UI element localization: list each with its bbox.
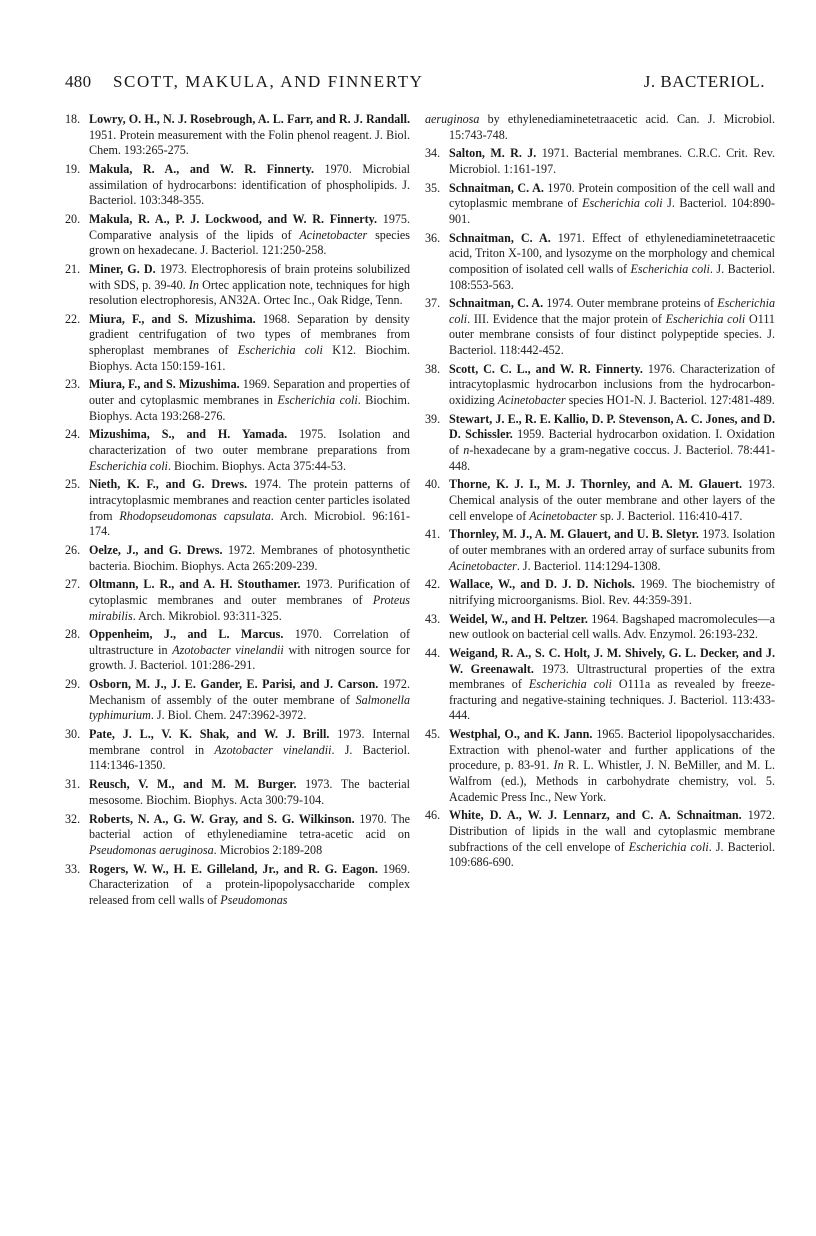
reference-text: . J. Bacteriol. 108:553-563. xyxy=(449,261,775,292)
reference-authors: Schnaitman, C. A. xyxy=(449,230,551,245)
reference-authors: Wallace, W., and D. J. D. Nichols. xyxy=(449,577,635,592)
reference-item xyxy=(65,377,410,424)
reference-column-right xyxy=(425,112,775,874)
reference-continuation xyxy=(425,112,775,143)
reference-number: 29. xyxy=(65,677,81,692)
continuation-text: by ethylenediaminetetraacetic acid. Can. J. Microbiol. 15:743-748. xyxy=(449,112,775,142)
reference-number: 44. xyxy=(425,646,441,661)
reference-authors: Roberts, N. A., G. W. Gray, and S. G. Wilkinson. xyxy=(89,811,355,826)
reference-number: 33. xyxy=(65,861,81,876)
reference-item xyxy=(65,812,410,859)
reference-item xyxy=(425,527,775,574)
reference-authors: Salton, M. R. J. xyxy=(449,146,537,161)
reference-item xyxy=(65,677,410,724)
reference-text: 1970. The bacterial action of ethylenediamine tetra-acetic acid on xyxy=(89,811,410,842)
reference-italic-text: Pseudomonas xyxy=(220,892,288,907)
reference-italic-text: Acinetobacter xyxy=(299,227,368,242)
reference-text: 1969. The biochemistry of nitrifying microorganisms. Biol. Rev. 44:359-391. xyxy=(449,577,776,607)
reference-authors: Nieth, K. F., and G. Drews. xyxy=(89,477,248,492)
reference-authors: Reusch, V. M., and M. M. Burger. xyxy=(89,777,297,792)
reference-number: 45. xyxy=(425,727,441,742)
reference-italic-text: Escherichia coli xyxy=(630,261,710,276)
reference-number: 46. xyxy=(425,808,441,823)
reference-item xyxy=(65,543,410,574)
reference-text: 1975. Isolation and characterization of two outer membrane preparations from xyxy=(89,427,410,457)
reference-text: . J. Bacteriol. 109:686-690. xyxy=(449,839,775,870)
reference-text: . Arch. Microbiol. 96:161-174. xyxy=(89,508,410,539)
reference-text: . J. Biol. Chem. 247:3962-3972. xyxy=(150,708,307,723)
journal-name: J. BACTERIOL. xyxy=(643,72,765,91)
reference-text: 1972. Membranes of photosynthetic bacteria. Biochim. Biophys. Acta 265:209-239. xyxy=(89,542,410,573)
reference-text: . III. Evidence that the major protein of xyxy=(467,311,666,326)
reference-item xyxy=(425,181,775,228)
reference-text: . Microbios 2:189-208 xyxy=(213,842,323,857)
reference-number: 31. xyxy=(65,777,81,792)
reference-number: 27. xyxy=(65,577,81,592)
reference-item xyxy=(65,627,410,674)
reference-text: 1968. Separation by density gradient centrifugation of two types of membranes from spheroplast membranes of xyxy=(89,311,410,358)
reference-authors: White, D. A., W. J. Lennarz, and C. A. Schnaitman. xyxy=(449,808,742,823)
reference-item xyxy=(425,231,775,293)
reference-italic-text: In xyxy=(553,758,564,773)
reference-text: -hexadecane by a gram-negative coccus. J. Bacteriol. 78:441-448. xyxy=(449,443,775,473)
reference-text: 1969. Separation and properties of outer and cytoplasmic membranes in xyxy=(89,377,410,408)
reference-text: . J. Bacteriol. 114:1346-1350. xyxy=(89,742,410,773)
reference-text: . Biochim. Biophys. Acta 375:44-53. xyxy=(167,458,346,473)
page-header xyxy=(65,72,765,96)
reference-text: 1970. Protein composition of the cell wall and cytoplasmic membrane of xyxy=(449,180,776,211)
reference-item xyxy=(425,646,775,724)
reference-number: 24. xyxy=(65,427,81,442)
reference-authors: Makula, R. A., P. J. Lockwood, and W. R. Finnerty. xyxy=(89,211,378,226)
reference-text: . Biochim. Biophys. Acta 193:268-276. xyxy=(89,393,410,423)
reference-text: sp. J. Bacteriol. 116:410-417. xyxy=(597,508,743,523)
reference-text: species grown on hexadecane. J. Bacteriol. 121:250-258. xyxy=(89,227,410,258)
reference-text: 1973. Ultrastructural properties of the extra membranes of xyxy=(449,661,776,692)
reference-number: 30. xyxy=(65,727,81,742)
reference-number: 37. xyxy=(425,296,441,311)
reference-authors: Oltmann, L. R., and A. H. Stouthamer. xyxy=(89,577,301,592)
reference-authors: Mizushima, S., and H. Yamada. xyxy=(89,427,288,442)
reference-column-left xyxy=(65,112,410,912)
reference-text: 1972. Mechanism of assembly of the outer membrane of xyxy=(89,677,411,707)
reference-authors: Osborn, M. J., J. E. Gander, E. Parisi, and J. Carson. xyxy=(89,677,379,692)
reference-item xyxy=(65,577,410,624)
reference-italic-text: Pseudomonas aeruginosa xyxy=(89,842,214,857)
reference-item xyxy=(425,296,775,358)
reference-number: 36. xyxy=(425,230,441,245)
reference-item xyxy=(65,312,410,374)
reference-authors: Weidel, W., and H. Peltzer. xyxy=(449,611,588,626)
reference-number: 18. xyxy=(65,112,81,126)
reference-authors: Thorne, K. J. I., M. J. Thornley, and A. M. Glauert. xyxy=(449,477,743,492)
reference-text: O111 outer membrane consists of four distinct polypeptide species. J. Bacteriol. 118:442-452. xyxy=(449,311,775,358)
reference-text: 1959. Bacterial hydrocarbon oxidation. I. Oxidation of xyxy=(449,427,775,457)
reference-text: 1974. The protein patterns of intracytoplasmic membranes and reaction center particles isolated from xyxy=(89,477,410,523)
reference-italic-text: Azotobacter vinelandii xyxy=(214,742,332,757)
reference-text: R. L. Whistler, J. N. BeMiller, and M. L. Walfrom (ed.), Methods in carbohydrate chemistry, vol. 5. Academic Press Inc., New York. xyxy=(449,758,776,804)
reference-item xyxy=(425,577,775,608)
reference-text: J. Bacteriol. 104:890-901. xyxy=(449,196,775,226)
reference-italic-text: Acinetobacter xyxy=(449,558,517,573)
reference-italic-text: Salmonella typhimurium xyxy=(89,692,410,723)
reference-italic-text: Azotobacter vinelandii xyxy=(172,642,284,657)
reference-authors: Lowry, O. H., N. J. Rosebrough, A. L. Farr, and R. J. Randall. xyxy=(89,112,410,126)
reference-item xyxy=(65,262,410,309)
reference-number: 32. xyxy=(65,811,81,826)
reference-italic-text: Escherichia coli xyxy=(582,196,663,211)
reference-number: 39. xyxy=(425,411,441,426)
reference-number: 38. xyxy=(425,361,441,376)
reference-item xyxy=(65,427,410,474)
reference-italic-text: In xyxy=(188,277,199,292)
reference-text: 1973. Purification of cytoplasmic membranes and outer membranes of xyxy=(89,577,410,607)
reference-number: 34. xyxy=(425,146,441,161)
reference-authors: Stewart, J. E., R. E. Kallio, D. P. Stevenson, A. C. Jones, and D. D. Schissler. xyxy=(449,411,775,442)
reference-authors: Schnaitman, C. A. xyxy=(449,296,544,311)
reference-text: 1973. Internal membrane control in xyxy=(89,727,410,757)
reference-authors: Rogers, W. W., H. E. Gilleland, Jr., and R. G. Eagon. xyxy=(89,861,378,876)
reference-italic-text: Escherichia coli xyxy=(449,296,775,326)
reference-number: 42. xyxy=(425,577,441,592)
reference-italic-text: Acinetobacter xyxy=(529,508,598,523)
running-title: SCOTT, MAKULA, AND FINNERTY xyxy=(113,72,424,91)
reference-text: 1973. The bacterial mesosome. Biochim. Biophys. Acta 300:79-104. xyxy=(89,777,410,807)
reference-text: 1970. Correlation of ultrastructure in xyxy=(89,627,410,657)
reference-number: 26. xyxy=(65,542,81,557)
reference-text: 1964. Bagshaped macromolecules—a new outlook on bacterial cell walls. Adv. Enzymol. 26:193-232. xyxy=(449,611,775,642)
reference-text: . J. Bacteriol. 114:1294-1308. xyxy=(516,558,661,573)
reference-italic-text: Escherichia coli xyxy=(628,839,709,854)
reference-item xyxy=(65,727,410,774)
reference-number: 28. xyxy=(65,627,81,642)
reference-text: 1969. Characterization of a protein-lipopolysaccharide complex released from cell walls of xyxy=(89,861,410,907)
reference-authors: Westphal, O., and K. Jann. xyxy=(449,727,593,742)
reference-authors: Oppenheim, J., and L. Marcus. xyxy=(89,627,284,642)
reference-text: 1973. Electrophoresis of brain proteins solubilized with SDS, p. 39-40. xyxy=(89,261,410,292)
reference-italic-text: Escherichia coli xyxy=(277,393,358,408)
reference-item xyxy=(425,362,775,409)
reference-item xyxy=(425,146,775,177)
reference-item xyxy=(65,777,410,808)
reference-authors: Miura, F., and S. Mizushima. xyxy=(89,311,256,326)
reference-text: 1975. Comparative analysis of the lipids of xyxy=(89,211,410,242)
reference-authors: Scott, C. C. L., and W. R. Finnerty. xyxy=(449,361,643,376)
reference-item xyxy=(65,112,410,159)
reference-item xyxy=(425,727,775,805)
reference-authors: Weigand, R. A., S. C. Holt, J. M. Shively, G. L. Decker, and J. W. Greenawalt. xyxy=(449,646,775,676)
reference-text: . Arch. Mikrobiol. 93:311-325. xyxy=(132,608,282,623)
reference-number: 22. xyxy=(65,311,81,326)
reference-authors: Pate, J. L., V. K. Shak, and W. J. Brill. xyxy=(89,727,330,742)
reference-number: 21. xyxy=(65,261,81,276)
reference-item xyxy=(65,477,410,539)
reference-item xyxy=(425,412,775,474)
reference-number: 35. xyxy=(425,180,441,195)
reference-number: 23. xyxy=(65,377,81,392)
reference-text: O111a as revealed by freeze-fracturing and negative-staining techniques. J. Bacteriol. 113:433-444. xyxy=(449,677,775,723)
reference-item xyxy=(425,808,775,870)
reference-authors: Miura, F., and S. Mizushima. xyxy=(89,377,240,392)
reference-text: 1965. Bacteriol lipopolysaccharides. Extraction with phenol-water and further applications of the procedure, p. 83-91. xyxy=(449,727,775,773)
reference-italic-text: Escherichia coli xyxy=(89,458,168,473)
reference-text: 1976. Characterization of intracytoplasmic hydrocarbon inclusions from the hydrocarbon-oxidizing xyxy=(449,361,776,408)
reference-item xyxy=(65,862,410,909)
reference-italic-text: Escherichia coli xyxy=(528,677,612,692)
reference-authors: Makula, R. A., and W. R. Finnerty. xyxy=(89,161,314,176)
reference-item xyxy=(425,477,775,524)
reference-authors: Miner, G. D. xyxy=(89,261,156,276)
reference-number: 20. xyxy=(65,211,81,226)
reference-text: 1951. Protein measurement with the Folin phenol reagent. J. Biol. Chem. 193:265-275. xyxy=(89,127,410,158)
continuation-italic: aeruginosa xyxy=(425,112,480,126)
reference-text: 1971. Effect of ethylenediaminetetraacetic acid, Triton X-100, and lysozyme on the morphology and chemical composition of isolated cell walls of xyxy=(449,230,775,276)
reference-number: 41. xyxy=(425,527,441,542)
reference-number: 25. xyxy=(65,477,81,492)
reference-item xyxy=(425,612,775,643)
reference-authors: Thornley, M. J., A. M. Glauert, and U. B. Sletyr. xyxy=(449,527,699,542)
reference-italic-text: Escherichia coli xyxy=(665,311,746,326)
reference-text: species HO1-N. J. Bacteriol. 127:481-489. xyxy=(565,393,775,408)
reference-text: Ortec application note, techniques for high resolution electrophoresis, AN32A. Ortec Inc., Oak Ridge, Tenn. xyxy=(89,277,410,308)
reference-item xyxy=(65,162,410,209)
reference-text: 1971. Bacterial membranes. C.R.C. Crit. Rev. Microbiol. 1:161-197. xyxy=(449,146,776,176)
reference-italic-text: Acinetobacter xyxy=(497,393,566,408)
reference-number: 19. xyxy=(65,161,81,176)
reference-text: 1973. Chemical analysis of the outer membrane and other layers of the cell envelope of xyxy=(449,477,775,523)
reference-authors: Schnaitman, C. A. xyxy=(449,180,544,195)
page-number: 480 xyxy=(65,72,92,91)
reference-text: K12. Biochim. Biophys. Acta 150:159-161. xyxy=(89,343,410,373)
reference-italic-text: n xyxy=(463,443,470,457)
reference-text: 1970. Microbial assimilation of hydrocarbons: identification of phospholipids. J. Bacteriol. 103:348-355. xyxy=(89,161,411,208)
reference-text: 1973. Isolation of outer membranes with an ordered array of surface subunits from xyxy=(449,527,775,557)
reference-number: 40. xyxy=(425,477,441,492)
reference-text: 1974. Outer membrane proteins of xyxy=(543,296,718,311)
reference-authors: Oelze, J., and G. Drews. xyxy=(89,542,223,557)
reference-text: 1972. Distribution of lipids in the wall and cytoplasmic membrane subfractions of the cell envelope of xyxy=(449,808,775,854)
reference-text: with nitrogen source for growth. J. Bacteriol. 101:286-291. xyxy=(89,642,410,673)
reference-number: 43. xyxy=(425,611,441,626)
reference-italic-text: Proteus mirabilis xyxy=(89,592,410,623)
reference-italic-text: Escherichia coli xyxy=(237,343,323,358)
reference-item xyxy=(65,212,410,259)
reference-italic-text: Rhodopseudomonas capsulata xyxy=(119,508,271,523)
